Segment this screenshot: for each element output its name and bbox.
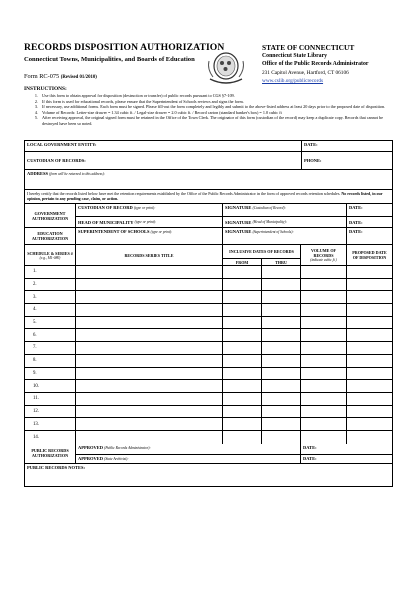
row-cell[interactable] <box>76 304 223 316</box>
row-cell[interactable] <box>76 329 223 341</box>
signature-superintendent-field[interactable]: SIGNATURE (Superintendent of Schools): <box>223 228 347 244</box>
row-cell[interactable] <box>76 355 223 367</box>
row-cell[interactable] <box>347 279 392 291</box>
date-archivist-field[interactable]: DATE: <box>303 455 317 461</box>
table-row <box>25 329 392 342</box>
row-cell[interactable] <box>301 329 347 341</box>
instructions-list <box>24 93 392 127</box>
row-cell[interactable] <box>301 406 347 418</box>
instruction-item: 5. After receiving approval, the original signed form must be retained in the Office of the Town Clerk. The originator of this form (custodian of the record) may keep a duplicate copy. Records that cannot be destroyed have been so noted. <box>34 115 383 126</box>
table-row <box>25 279 392 292</box>
row-cell[interactable] <box>262 431 301 444</box>
approved-archivist-field[interactable]: APPROVED (State Archivist): <box>76 455 301 463</box>
col-proposed: PROPOSED DATE OF DISPOSITION <box>352 250 387 260</box>
row-cell[interactable] <box>223 291 262 303</box>
row-cell[interactable] <box>223 304 262 316</box>
education-authorization-label: EDUCATION AUTHORIZATION <box>25 228 76 244</box>
row-cell[interactable] <box>262 368 301 380</box>
row-cell[interactable] <box>76 406 223 418</box>
row-cell[interactable] <box>347 329 392 341</box>
table-row <box>25 304 392 317</box>
row-cell[interactable] <box>301 317 347 329</box>
row-cell[interactable] <box>301 355 347 367</box>
table-row <box>25 380 392 393</box>
row-cell[interactable] <box>347 431 392 444</box>
row-number: 1. <box>25 266 76 278</box>
row-cell[interactable] <box>262 380 301 392</box>
row-cell[interactable] <box>223 431 262 444</box>
form-number: Form RC-075 (Revised 01/2010) <box>24 73 97 80</box>
table-row <box>25 266 392 279</box>
table-row <box>25 342 392 355</box>
row-cell[interactable] <box>223 342 262 354</box>
row-number: 8. <box>25 355 76 367</box>
row-cell[interactable] <box>347 291 392 303</box>
row-cell[interactable] <box>223 355 262 367</box>
row-cell[interactable] <box>223 266 262 278</box>
state-name: STATE OF CONNECTICUT <box>262 43 355 52</box>
row-cell[interactable] <box>347 342 392 354</box>
row-cell[interactable] <box>76 368 223 380</box>
head-of-municipality-field[interactable]: HEAD OF MUNICIPALITY (type or print): <box>76 217 223 227</box>
row-cell[interactable] <box>223 329 262 341</box>
table-row <box>25 406 392 419</box>
government-authorization-label: GOVERNMENT AUTHORIZATION <box>25 204 76 227</box>
table-row <box>25 418 392 431</box>
connecticut-seal-icon <box>206 49 246 87</box>
row-number: 9. <box>25 368 76 380</box>
row-cell[interactable] <box>301 304 347 316</box>
row-cell[interactable] <box>262 279 301 291</box>
form-title: RECORDS DISPOSITION AUTHORIZATION <box>24 42 225 53</box>
superintendent-field[interactable]: SUPERINTENDENT OF SCHOOLS (type or print): <box>76 228 223 244</box>
table-row <box>25 431 392 444</box>
row-cell[interactable] <box>301 393 347 405</box>
row-number: 14. <box>25 431 76 444</box>
public-records-authorization-label: PUBLIC RECORDS AUTHORIZATION <box>25 444 76 463</box>
row-number: 4. <box>25 304 76 316</box>
office-url-link[interactable]: www.cslib.org/publicrecords <box>262 78 324 84</box>
row-cell[interactable] <box>76 418 223 430</box>
row-cell[interactable] <box>76 380 223 392</box>
row-cell[interactable] <box>262 304 301 316</box>
row-cell[interactable] <box>223 393 262 405</box>
row-cell[interactable] <box>262 418 301 430</box>
instruction-item: 2. If this form is used for educational records, please ensure that the Superintendent of Schools reviews and signs the form. <box>34 98 244 104</box>
disposition-form-table <box>24 140 393 487</box>
instruction-item: 4. Volume of Records: Letter-size drawer = 1.34 cubic ft. / Legal-size drawer = 2.0 cubic ft. / Record carton (standard banker's box) = 1.0 cubic ft <box>34 109 282 115</box>
row-number: 6. <box>25 329 76 341</box>
row-cell[interactable] <box>76 393 223 405</box>
row-cell[interactable] <box>301 431 347 444</box>
public-records-notes-field[interactable]: PUBLIC RECORDS NOTES: <box>27 464 86 470</box>
table-row <box>25 317 392 330</box>
row-cell[interactable] <box>262 355 301 367</box>
row-cell[interactable] <box>301 380 347 392</box>
row-cell[interactable] <box>223 406 262 418</box>
row-cell[interactable] <box>76 342 223 354</box>
row-cell[interactable] <box>76 317 223 329</box>
row-number: 7. <box>25 342 76 354</box>
row-cell[interactable] <box>76 291 223 303</box>
row-cell[interactable] <box>262 317 301 329</box>
row-number: 10. <box>25 380 76 392</box>
library-name: Connecticut State Library <box>262 53 328 59</box>
col-schedule: SCHEDULE & SERIES # (e.g., M1-080) <box>25 245 76 265</box>
row-cell[interactable] <box>223 418 262 430</box>
approved-administrator-field[interactable]: APPROVED (Public Records Administrator): <box>76 444 301 454</box>
row-number: 13. <box>25 418 76 430</box>
row-number: 2. <box>25 279 76 291</box>
custodian-field[interactable]: CUSTODIAN OF RECORDS: <box>25 152 302 169</box>
form-header <box>24 40 416 90</box>
row-cell[interactable] <box>262 342 301 354</box>
row-cell[interactable] <box>262 406 301 418</box>
form-subtitle: Connecticut Towns, Municipalities, and Boards of Education <box>24 56 195 63</box>
signature-custodian-field[interactable]: SIGNATURE (Custodian of Record): <box>223 204 347 216</box>
row-cell[interactable] <box>347 380 392 392</box>
table-row <box>25 291 392 304</box>
row-cell[interactable] <box>347 393 392 405</box>
local-entity-field[interactable]: LOCAL GOVERNMENT ENTITY: <box>25 141 302 151</box>
row-cell[interactable] <box>301 266 347 278</box>
row-cell[interactable] <box>301 368 347 380</box>
row-cell[interactable] <box>347 418 392 430</box>
date-custodian-field[interactable]: DATE: <box>349 205 363 210</box>
instructions-heading: INSTRUCTIONS: <box>24 86 67 92</box>
row-cell[interactable] <box>262 329 301 341</box>
instruction-item: 3. If necessary, use additional forms. Each form must be signed. Please fill-out the form completely and legibly and submit to the above-listed address at least 20 days prior to the proposed date of disposition. <box>34 104 386 110</box>
row-cell[interactable] <box>301 291 347 303</box>
row-cell[interactable] <box>76 266 223 278</box>
row-cell[interactable] <box>223 380 262 392</box>
row-cell[interactable] <box>347 406 392 418</box>
row-number: 12. <box>25 406 76 418</box>
row-cell[interactable] <box>301 279 347 291</box>
certification-text: I hereby certify that the records listed below have met the retention requirements established by the Office of the Public Records Administrator in the form of approved records retention schedules. No records listed, in our opinion, pertain to any pending case, claim, or action. <box>27 191 383 201</box>
row-cell[interactable] <box>347 304 392 316</box>
date-field[interactable]: DATE: <box>304 142 318 147</box>
office-name: Office of the Public Records Administrator <box>262 61 369 67</box>
custodian-of-record-field[interactable]: CUSTODIAN OF RECORD (type or print): <box>76 204 223 216</box>
records-table-header <box>25 245 392 266</box>
row-cell[interactable] <box>347 317 392 329</box>
row-number: 3. <box>25 291 76 303</box>
date-administrator-field[interactable]: DATE: <box>303 444 317 450</box>
signature-head-field[interactable]: SIGNATURE (Head of Municipality): <box>223 217 347 227</box>
instruction-item: 1. Use this form to obtain approval for disposition (destruction or transfer) of public records pursuant to CGS §7-109. <box>34 93 235 98</box>
col-dates: INCLUSIVE DATES OF RECORDS FROM THRU <box>223 245 301 265</box>
row-cell[interactable] <box>347 266 392 278</box>
table-row <box>25 355 392 368</box>
col-volume: VOLUME OF RECORDS (indicate cubic ft.) <box>301 245 347 265</box>
row-number: 5. <box>25 317 76 329</box>
row-cell[interactable] <box>301 342 347 354</box>
row-number: 11. <box>25 393 76 405</box>
row-cell[interactable] <box>301 418 347 430</box>
row-cell[interactable] <box>262 393 301 405</box>
row-cell[interactable] <box>347 368 392 380</box>
table-row <box>25 368 392 381</box>
row-cell[interactable] <box>76 431 223 444</box>
phone-field[interactable]: PHONE: <box>304 158 322 163</box>
address-field[interactable]: ADDRESS (form will be returned to this address): <box>27 171 105 176</box>
date-superintendent-field[interactable]: DATE: <box>349 229 363 234</box>
row-cell[interactable] <box>262 291 301 303</box>
row-cell[interactable] <box>223 368 262 380</box>
row-cell[interactable] <box>223 317 262 329</box>
row-cell[interactable] <box>262 266 301 278</box>
date-head-field[interactable]: DATE: <box>349 219 363 225</box>
row-cell[interactable] <box>347 355 392 367</box>
office-address: 231 Capitol Avenue, Hartford, CT 06106 <box>262 70 349 76</box>
row-cell[interactable] <box>223 279 262 291</box>
row-cell[interactable] <box>76 279 223 291</box>
table-row <box>25 393 392 406</box>
col-title: RECORDS SERIES TITLE <box>76 245 223 265</box>
